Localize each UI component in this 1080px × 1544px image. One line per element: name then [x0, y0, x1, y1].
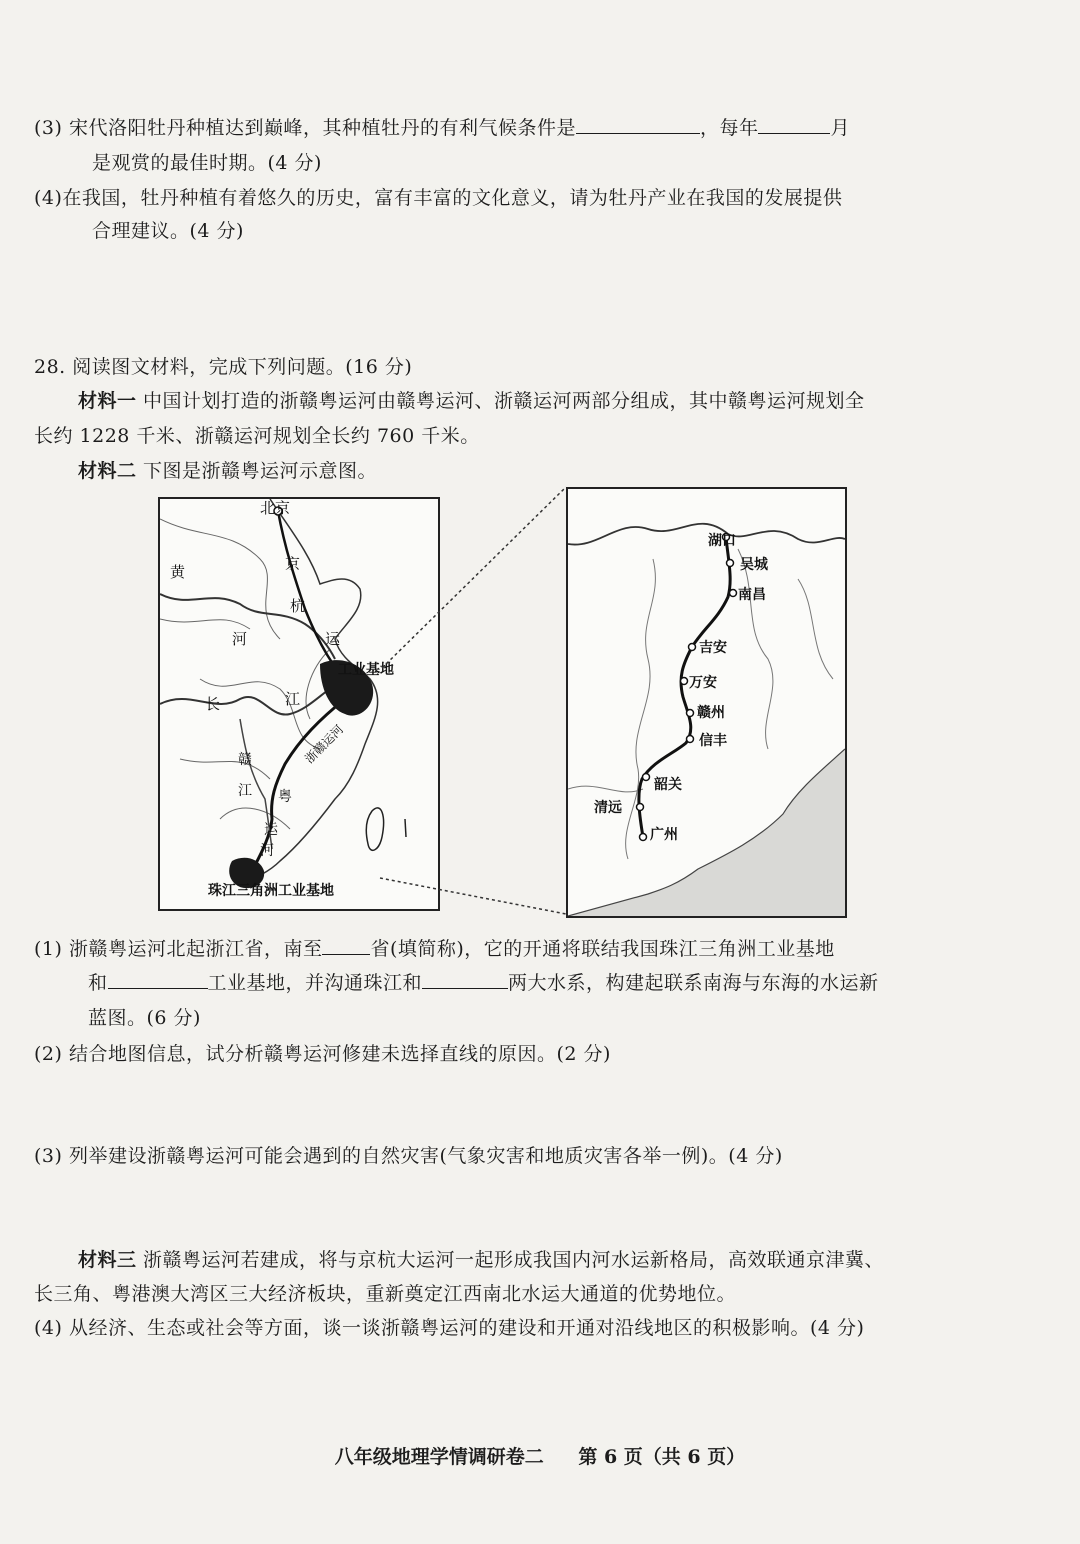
q27-4-line2: 合理建议。(4 分)	[92, 220, 244, 242]
page-footer	[0, 1442, 1080, 1469]
q28-1-line3: 蓝图。(6 分)	[88, 1007, 201, 1029]
city-label: 万安	[689, 675, 717, 691]
q28-material-3-line2: 长三角、粤港澳大湾区三大经济板块，重新奠定江西南北水运大通道的优势地位。	[34, 1283, 737, 1305]
label-gan: 赣	[238, 752, 252, 768]
q27-3-line2: 是观赏的最佳时期。(4 分)	[92, 152, 322, 174]
city-marker	[689, 644, 696, 651]
city-marker	[643, 774, 650, 781]
connector-line-bottom	[380, 878, 566, 914]
material-1-label: 材料一	[78, 390, 137, 412]
label-beijing: 北京	[260, 499, 291, 517]
city-label: 南昌	[738, 587, 766, 603]
city-marker	[637, 804, 644, 811]
q28-title: 28. 阅读图文材料，完成下列问题。(16 分)	[34, 356, 413, 378]
q28-1-text-b: 省(填简称)，它的开通将联结我国珠江三角洲工业基地	[370, 938, 835, 960]
city-label: 信丰	[699, 733, 727, 749]
label-base-south: 珠江三角洲工业基地	[208, 883, 334, 899]
q28-2: (2) 结合地图信息，试分析赣粤运河修建未选择直线的原因。(2 分)	[34, 1043, 611, 1065]
q27-4-line1: (4)在我国，牡丹种植有着悠久的历史，富有丰富的文化意义，请为牡丹产业在我国的发展提供	[34, 187, 843, 209]
q28-material-1-line2: 长约 1228 千米、浙赣运河规划全长约 760 千米。	[34, 425, 480, 447]
label-he: 河	[232, 630, 248, 648]
q28-1-blank-province[interactable]	[322, 936, 370, 955]
city-marker	[730, 590, 737, 597]
q27-3-text-c: 月	[830, 117, 850, 139]
q28-1-line2	[88, 968, 879, 995]
connector-line-top	[382, 487, 566, 668]
label-jing: 京	[285, 555, 301, 573]
label-he2: 河	[260, 843, 274, 859]
q27-3-text: (3) 宋代洛阳牡丹种植达到巅峰，其种植牡丹的有利气候条件是	[34, 117, 576, 139]
city-marker	[681, 678, 688, 685]
label-yue: 粤	[278, 789, 292, 805]
q28-1-blank-base[interactable]	[108, 970, 208, 989]
q28-1-text-c: 和	[88, 972, 108, 994]
q28-3: (3) 列举建设浙赣粤运河可能会遇到的自然灾害(气象灾害和地质灾害各举一例)。(4 分)	[34, 1145, 783, 1167]
city-marker	[640, 834, 647, 841]
label-hang: 杭	[290, 597, 306, 615]
q28-1-text-e: 两大水系，构建起联系南海与东海的水运新	[508, 972, 879, 994]
city-label: 吴城	[740, 557, 768, 573]
map-right	[566, 487, 847, 918]
q28-1-blank-river[interactable]	[422, 970, 508, 989]
city-marker	[687, 736, 694, 743]
material-1-text: 中国计划打造的浙赣粤运河由赣粤运河、浙赣运河两部分组成，其中赣粤运河规划全	[136, 390, 865, 412]
city-label: 吉安	[699, 640, 727, 656]
label-yun: 运	[325, 630, 341, 648]
sea-area	[568, 749, 845, 916]
label-base-north: 工业基地	[338, 662, 394, 678]
city-label: 清远	[594, 800, 622, 816]
q28-1-text-d: 工业基地，并沟通珠江和	[207, 972, 423, 994]
label-gan-jiang: 江	[238, 783, 252, 799]
city-marker	[727, 560, 734, 567]
map-right-svg	[568, 489, 845, 916]
footer-title: 八年级地理学情调研卷二	[334, 1446, 544, 1468]
city-label: 韶关	[654, 777, 682, 793]
city-label: 广州	[650, 827, 678, 843]
q28-1-text-a: (1) 浙赣粤运河北起浙江省，南至	[34, 938, 323, 960]
material-3-label: 材料三	[78, 1249, 137, 1271]
label-jiang: 江	[285, 690, 301, 708]
label-chang: 长	[205, 695, 221, 713]
label-yun2: 运	[264, 822, 278, 838]
city-label: 赣州	[697, 705, 725, 721]
material-2-label: 材料二	[78, 460, 137, 482]
q28-4: (4) 从经济、生态或社会等方面，谈一谈浙赣粤运河的建设和开通对沿线地区的积极影响。(4 分)	[34, 1317, 865, 1339]
q27-3-text-b: ，每年	[699, 117, 759, 139]
material-3-text: 浙赣粤运河若建成，将与京杭大运河一起形成我国内河水运新格局，高效联通京津冀、	[136, 1249, 885, 1271]
city-marker	[687, 710, 694, 717]
q28-1-line1	[34, 934, 835, 961]
city-label: 湖口	[708, 533, 736, 549]
label-huang: 黄	[170, 563, 186, 581]
label-zhegan-canal: 浙赣运河	[302, 722, 347, 767]
material-2-text: 下图是浙赣粤运河示意图。	[136, 460, 378, 482]
yangtze-right	[568, 524, 845, 545]
footer-page-number: 第 6 页（共 6 页）	[578, 1446, 746, 1468]
q28-material-3	[78, 1245, 884, 1272]
city-markers	[637, 534, 737, 841]
